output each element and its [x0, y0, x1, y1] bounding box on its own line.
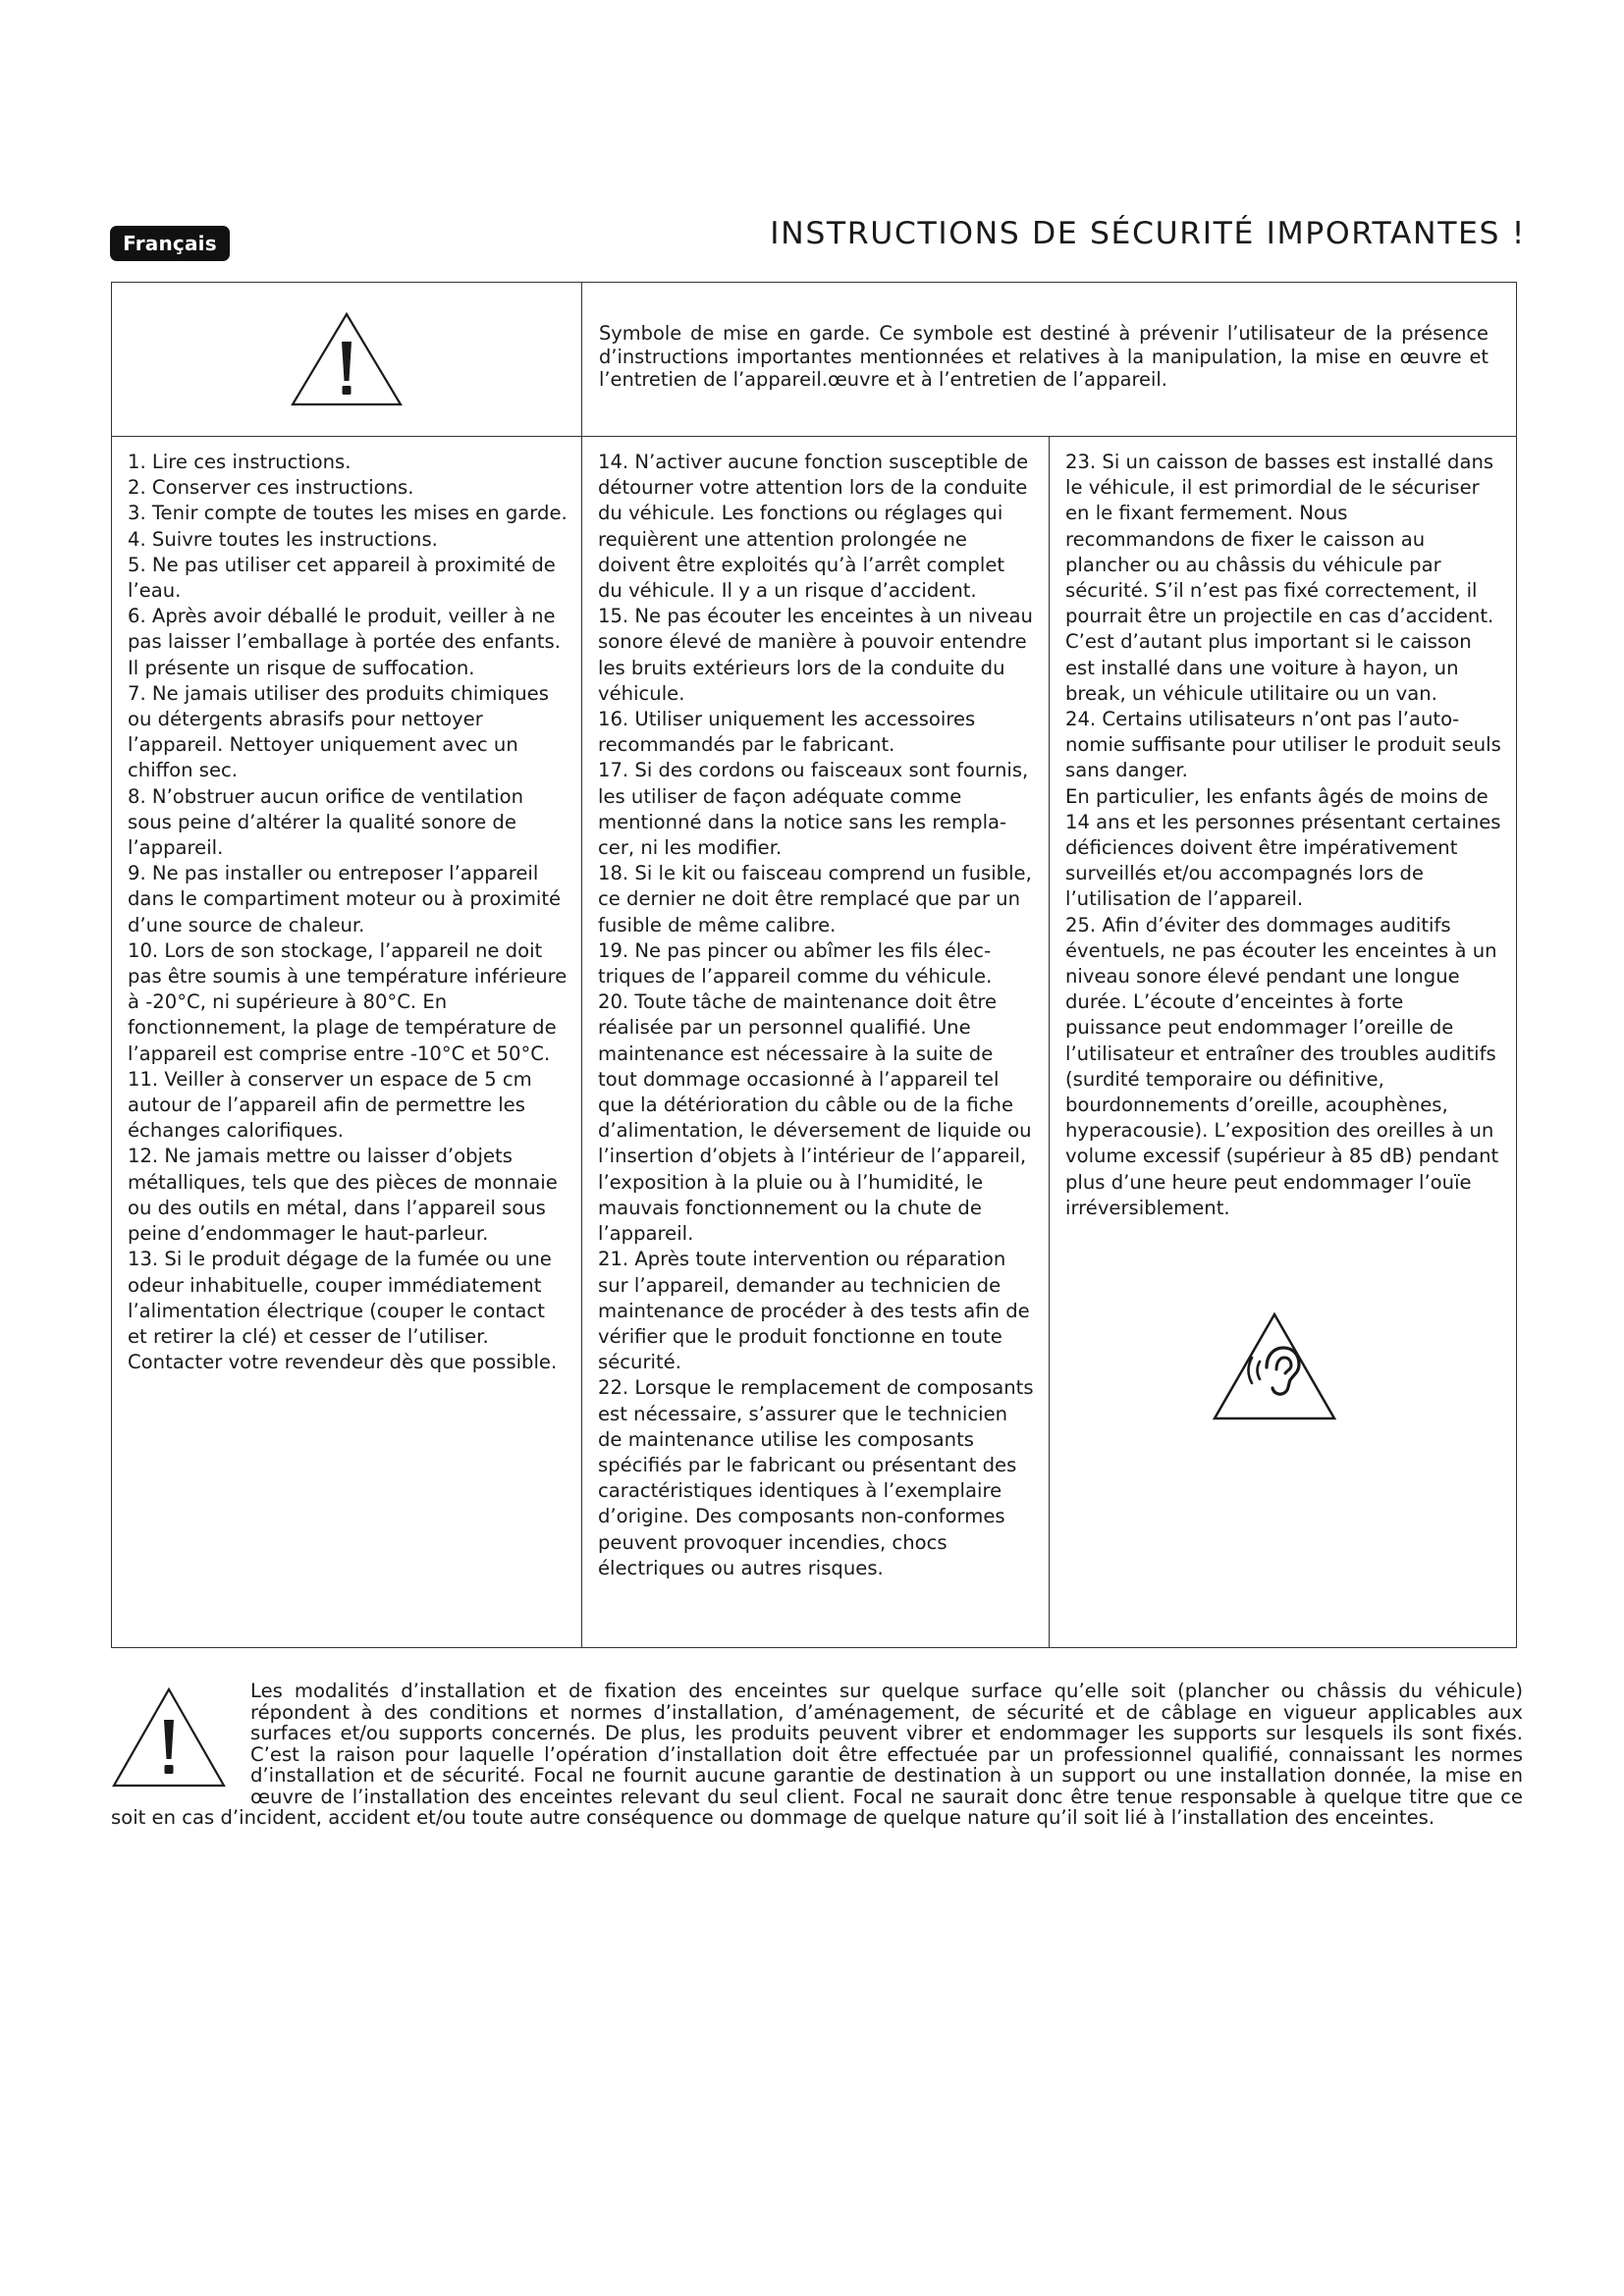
warning-triangle-icon [111, 1686, 227, 1789]
symbol-row [112, 283, 1516, 437]
instruction-item: 11. Veiller à conserver un espace de 5 cm autour de l’appareil afin de permettre les échanges calorifiques. [128, 1067, 532, 1143]
instruction-item: 7. Ne jamais utiliser des produits chimiques ou détergents abrasifs pour nettoyer l’appareil. Nettoyer uniquement avec un chiffon sec. [128, 681, 549, 782]
instruction-item: 1. Lire ces instructions. [128, 451, 352, 473]
hearing-warning-symbol [1211, 1310, 1338, 1424]
instruction-item: 10. Lors de son stockage, l’appareil ne doit pas être soumis à une température inférieure à -20°C, ni supérieure à 80°C. En fonctionnement, la plage de température de l’appareil est comprise entre -10°C et 50°C. [128, 938, 568, 1065]
instruction-item: 13. Si le produit dégage de la fumée ou une odeur inhabituelle, couper immédiatement l’alimentation électrique (couper le contact et retirer la clé) et cesser de l’utiliser. Contacter votre revendeur dès que possible. [128, 1248, 558, 1374]
installation-notice-text: Les modalités d’installation et de fixation des enceintes sur quelque surface qu’elle soit (plancher ou châssis du véhicule) répondent à des conditions et normes d’installation, d’aménagement, de sécurité et de câblage en vigueur applicables aux surfaces et/ou supports concernés. De plus, les produits peuvent vibrer et endommager les supports sur lesquels ils sont fixés. C’est la raison pour laquelle l’opération d’installation doit être effectuée par un professionnel qualifié, connaissant les normes d’installation et de sécurité. Focal ne fournit aucune garantie de destination à un support ou une installation donnée, la mise en œuvre de l’installation des enceintes relevant du seul client. Focal ne saurait donc être tenue responsable à quelque titre que ce soit en cas d’incident, accident et/ou toute autre conséquence ou dommage de quelque nature qu’il soit lié à l’installation des enceintes. [111, 1680, 1523, 1829]
instruction-item: 24. Certains utilisateurs n’ont pas l’autonomie suffisante pour utiliser le produit seuls sans danger. [1065, 708, 1501, 782]
instruction-item: En particulier, les enfants âgés de moins de 14 ans et les personnes présentant certaines déficiences doivent être impérativement surveillés et/ou accompagnés lors de l’utilisation de l’appareil. [1065, 784, 1501, 911]
instruction-item: 14. N’activer aucune fonction susceptible de détourner votre attention lors de la conduite du véhicule. Les fonctions ou réglages qui requièrent une attention prolongée ne doivent être exploités qu’à l’arrêt complet du véhicule. Il y a un risque d’accident. [598, 451, 1029, 603]
instruction-item: 22. Lorsque le remplacement de composants est nécessaire, s’assurer que le technicien de maintenance utilise les composants spécifiés par le fabricant ou présentant des caractéristiques identiques à l’exemplaire d’origine. Des composants non-conformes peuvent provoquer incendies, chocs électriques ou autres risques. [598, 1376, 1034, 1579]
instructions-column-2 [582, 436, 1050, 1647]
instruction-item: 15. Ne pas écouter les enceintes à un niveau sonore élevé de manière à pouvoir entendre les bruits extérieurs lors de la conduite du véhicule. [598, 605, 1033, 705]
instruction-item: 8. N’obstruer aucun orifice de ventilation sous peine d’altérer la qualité sonore de l’appareil. [128, 784, 523, 860]
warning-symbol-description: Symbole de mise en garde. Ce symbole est destiné à prévenir l’utilisateur de la présence d’instructions importantes mentionnées et relatives à la manipulation, la mise en œuvre et l’entretien de l’appareil.œuvre et à l’entretien de l’appareil. [599, 322, 1489, 392]
warning-triangle-icon [289, 310, 405, 408]
instruction-item: 25. Afin d’éviter des dommages auditifs éventuels, ne pas écouter les enceintes à un niveau sonore élevé pendant une longue durée. L’écoute d’enceintes à forte puissance peut endommager l’oreille de l’utilisateur et entraîner des troubles auditifs (surdité temporaire ou définitive, bourdonnements d’oreille, acouphènes, hyperacousie). L’exposition des oreilles à un volume excessif (supérieur à 85 dB) pendant plus d’une heure peut endommager l’ouïe irréversiblement. [1065, 913, 1499, 1219]
instruction-item: 18. Si le kit ou faisceau comprend un fusible, ce dernier ne doit être remplacé que par un fusible de même calibre. [598, 862, 1032, 936]
instructions-column-1 [112, 436, 582, 1647]
instruction-item: 21. Après toute intervention ou réparation sur l’appareil, demander au technicien de maintenance de procéder à des tests afin de vérifier que le produit fonctionne en toute sécurité. [598, 1248, 1030, 1374]
instruction-item: 17. Si des cordons ou faisceaux sont fournis, les utiliser de façon adéquate comme mentionné dans la notice sans les remplacer, ni les modifier. [598, 759, 1029, 860]
instruction-item: 5. Ne pas utiliser cet appareil à proximité de l’eau. [128, 553, 556, 603]
instruction-item: 2. Conserver ces instructions. [128, 476, 414, 500]
instruction-item: 4. Suivre toutes les instructions. [128, 527, 438, 551]
instruction-item: 3. Tenir compte de toutes les mises en garde. [128, 502, 568, 525]
page-title: INSTRUCTIONS DE SÉCURITÉ IMPORTANTES ! [770, 216, 1526, 251]
warning-symbol-cell [112, 283, 582, 436]
instruction-item: 12. Ne jamais mettre ou laisser d’objets métalliques, tels que des pièces de monnaie ou des outils en métal, dans l’appareil sous peine d’endommager le haut-parleur. [128, 1145, 558, 1246]
instructions-column-3 [1050, 436, 1516, 1647]
instruction-item: 9. Ne pas installer ou entreposer l’appareil dans le compartiment moteur ou à proximité d’une source de chaleur. [128, 862, 562, 936]
language-badge: Français [110, 226, 230, 261]
instruction-item: 19. Ne pas pincer ou abîmer les fils électriques de l’appareil comme du véhicule. [598, 938, 993, 988]
hearing-warning-icon [1211, 1310, 1338, 1424]
installation-notice [111, 1681, 1523, 1829]
safety-instructions-table [111, 282, 1517, 1648]
instruction-item: 23. Si un caisson de basses est installé dans le véhicule, il est primordial de le sécuriser en le fixant fermement. Nous recommandons de fixer le caisson au plancher ou au châssis du véhicule par sécurité. S’il n’est pas fixé correctement, il pourrait être un projectile en cas d’accident. C’est d’autant plus important si le caisson est installé dans une voiture à hayon, un break, un véhicule utilitaire ou un van. [1065, 451, 1494, 705]
instruction-item: 20. Toute tâche de maintenance doit être réalisée par un personnel qualifié. Une maintenance est nécessaire à la suite de tout dommage occasionné à l’appareil tel que la détérioration du câble ou de la fiche d’alimentation, le déversement de liquide ou l’insertion d’objets à l’intérieur de l’appareil, l’exposition à la pluie ou à l’humidité, le mauvais fonctionnement ou la chute de l’appareil. [598, 990, 1032, 1246]
instruction-item: 6. Après avoir déballé le produit, veiller à ne pas laisser l’emballage à portée des enfants. Il présente un risque de suffocation. [128, 605, 561, 679]
instruction-item: 16. Utiliser uniquement les accessoires recommandés par le fabricant. [598, 708, 976, 757]
